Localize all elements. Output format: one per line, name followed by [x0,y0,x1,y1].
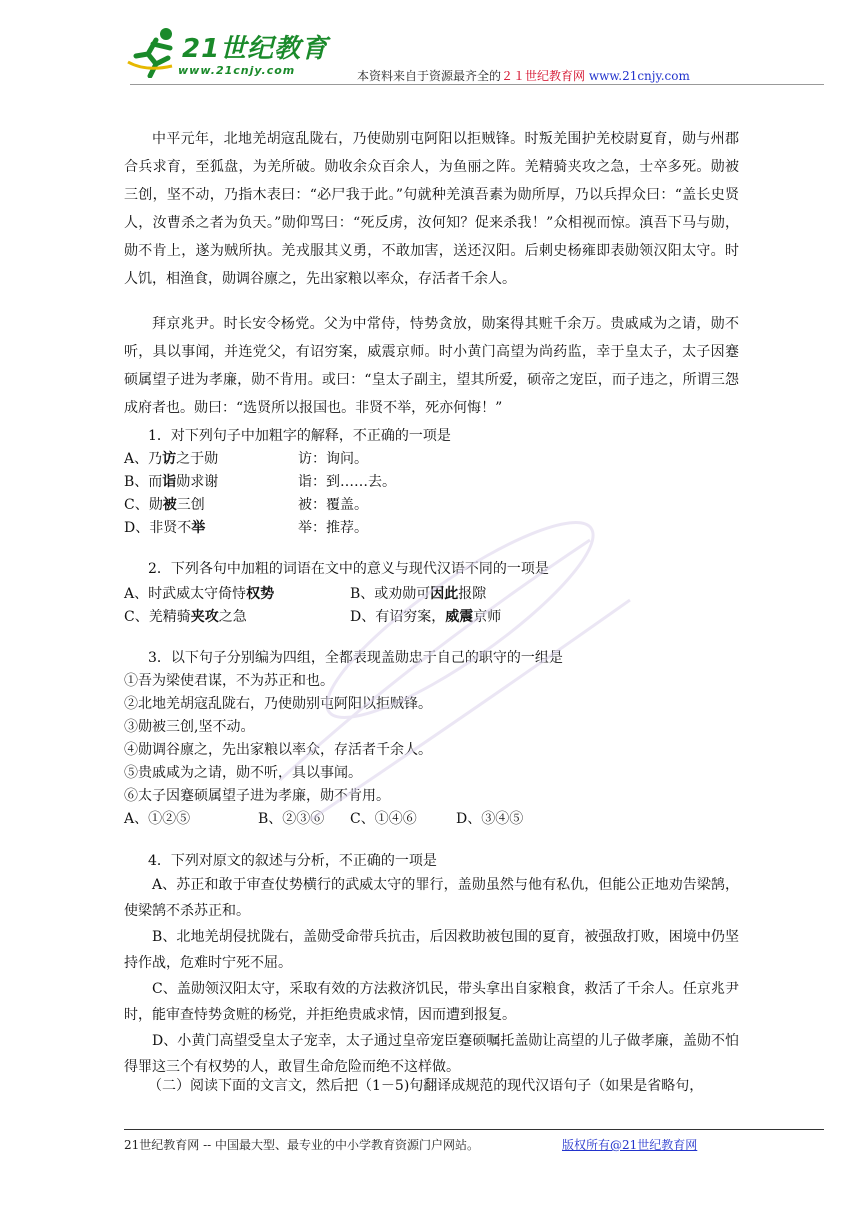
q4-option-b: B、北地羌胡侵扰陇右，盖勋受命带兵抗击，后因救助被包围的夏育，被强敌打败，困境中仍坚持作战，危难时宁死不屈。 [124,929,739,971]
q4-option-a: A、苏正和敢于审查仗势横行的武威太守的罪行，盖勋虽然与他有私仇，但能公正地劝告梁鹄，使梁鹄不杀苏正和。 [124,877,739,919]
q3-item-6: ⑥太子因蹇硕属望子进为孝廉，勋不肯用。 [124,788,390,804]
section2-instruction: （二）阅读下面的文言文，然后把（1－5)句翻译成规范的现代汉语句子（如果是省略句， [148,1078,704,1094]
q1-stem: 1．对下列句子中加粗字的解释，不正确的一项是 [148,428,451,444]
footer-copyright-link[interactable]: 版权所有@21世纪教育网 [562,1138,698,1152]
source-site-link[interactable]: www.21cnjy.com [588,69,690,83]
q2-option-b: B、或劝勋可因此报隙 [350,586,487,602]
q3-item-3: ③勋被三创,坚不动。 [124,719,255,735]
q4-options [124,872,739,1080]
q4-option-c: C、盖勋领汉阳太守，采取有效的方法救济饥民，带头拿出自家粮食，救活了千余人。任京兆尹时，能审查恃势贪赃的杨党，并拒绝贵戚求情，因而遭到报复。 [124,981,739,1023]
source-site-name: ２１世纪教育网 [501,69,586,83]
source-prefix: 本资料来自于资源最齐全的 [357,69,502,83]
q3-option-a: A、①②⑤ [124,811,191,827]
footer-site-description: 21世纪教育网 -- 中国最大型、最专业的中小学教育资源门户网站。 [124,1138,480,1152]
q3-stem: 3．以下句子分别编为四组，全都表现盖勋忠于自己的职守的一组是 [148,650,563,666]
q2-option-a: A、时武威太守倚恃权势 [124,586,275,602]
q4-option-d: D、小黄门高望受皇太子宠幸，太子通过皇帝宠臣蹇硕嘱托盖勋让高望的儿子做孝廉，盖勋不怕得罪这三个有权势的人，敢冒生命危险而绝不这样做。 [124,1033,739,1075]
logo-text: 21世纪教育 [182,34,329,64]
passage-paragraph-1: 中平元年，北地羌胡寇乱陇右，乃使勋别屯阿阳以拒贼锋。时叛羌围护羌校尉夏育，勋与州郡合兵求育，至狐盘，为羌所破。勋收余众百余人，为鱼丽之阵。羌精骑夹攻之急，士卒多死。勋被三创，坚不动，乃指木表曰：“必尸我于此。”句就种羌滇吾素为勋所厚，乃以兵捍众曰：“盖长史贤人，汝曹杀之者为负天。”勋仰骂曰：“死反虏，汝何知？促来杀我！”众相视而惊。滇吾下马与勋，勋不肯上，遂为贼所执。羌戎服其义勇，不敢加害，送还汉阳。后刺史杨雍即表勋领汉阳太守。时人饥，相渔食，勋调谷廪之，先出家粮以率众，存活者千余人。 [124,131,739,287]
footer-divider [124,1129,824,1130]
q3-option-b: B、②③⑥ [258,811,325,827]
q2-option-c: C、羌精骑夹攻之急 [124,609,247,625]
q3-option-c: C、①④⑥ [350,811,417,827]
q3-option-d: D、③④⑤ [456,811,524,827]
q2-option-d: D、有诏穷案，威震京师 [350,609,502,625]
q2-stem: 2．下列各句中加粗的词语在文中的意义与现代汉语不同的一项是 [148,561,549,577]
passage-paragraph-2: 拜京兆尹。时长安令杨党。父为中常侍，恃势贪放，勋案得其赃千余万。贵戚咸为之请，勋不听，具以事闻，并连党父，有诏穷案，威震京师。时小黄门高望为尚药监，幸于皇太子，太子因蹇硕属望子进为孝廉，勋不肯用。或曰：“皇太子副主，望其所爱，硕帝之宠臣，而子违之，所谓三怨成府者也。勋曰：“选贤所以报国也。非贤不举，死亦何悔！” [124,316,739,416]
q4-stem: 4．下列对原文的叙述与分析，不正确的一项是 [148,853,437,869]
q3-item-5: ⑤贵戚咸为之请，勋不听，具以事闻。 [124,765,362,781]
q3-item-1: ①吾为梁使君谋，不为苏正和也。 [124,673,334,689]
q3-item-2: ②北地羌胡寇乱陇右，乃使勋别屯阿阳以拒贼锋。 [124,696,432,712]
q3-item-4: ④勋调谷廪之，先出家粮以率众，存活者千余人。 [124,742,432,758]
logo-url: www.21cnjy.com [178,64,296,77]
document-body: 中平元年，北地羌胡寇乱陇右，乃使勋别屯阿阳以拒贼锋。时叛羌围护羌校尉夏育，勋与州郡合兵求育，至狐盘，为羌所破。勋收余众百余人，为鱼丽之阵。羌精骑夹攻之急，士卒多死。勋被三创，坚不动，乃指木表曰：“必尸我于此。”句就种羌滇吾素为勋所厚，乃以兵捍众曰：“盖长史贤人，汝曹杀之者为负天。”勋仰骂曰：“死反虏，汝何知？促来杀我！”众相视而惊。滇吾下马与勋，勋不肯上，遂为贼所执。羌戎服其义勇，不敢加害，送还汉阳。后刺史杨雍即表勋领汉阳太守。时人饥，相渔食，勋调谷廪之，先出家粮以率众，存活者千余人。 拜京兆尹。时长安令杨党。父为中常侍，恃势贪放，勋案得其赃千余万。贵戚咸为之请，勋不听，具以事闻，并连党父，有诏穷案，威震京师。时小黄门高望为尚药监，幸于皇太子，太子因蹇硕属望子进为孝廉，勋不肯用。或曰：“皇太子副主，望其所爱，硕帝之宠臣，而子违之，所谓三怨成府者也。勋曰：“选贤所以报国也。非贤不举，死亦何悔！” 1．对下列句子中加粗字的解释，不正确的一项是 A、乃访之于勋 访：询问。 B、而诣勋求谢 诣：到……去。 C、勋被三创 被：覆盖。 D、非贤不举 举：推荐。 2．下列各句中加粗的词语在文中的意义与现代汉语不同的一项是 A、时武威太守倚恃权势 B、或劝勋可因此报隙 C、羌精骑夹攻之急 D、有诏穷案，威震京师 3．以下句子分别编为四组，全都表现盖勋忠于自己的职守的一组是 ①吾为梁使君谋，不为苏正和也。 ②北地羌胡寇乱陇右，乃使勋别屯阿阳以拒贼锋。 ③勋被三创,坚不动。 ④勋调谷廪之，先出家粮以率众，存活者千余人。 ⑤贵戚咸为之请，勋不听，具以事闻。 ⑥太子因蹇硕属望子进为孝廉，勋不肯用。 A、①②⑤ B、②③⑥ C、①④⑥ D、③④⑤ 4．下列对原文的叙述与分析，不正确的一项是 A、苏正和敢于审查仗势横行的武威太守的罪行，盖勋虽然与他有私仇，但能公正地劝告梁鹄，使梁鹄不杀苏正和。 B、北地羌胡侵扰陇右，盖勋受命带兵抗击，后因救助被包围的夏育，被强敌打败，困境中仍坚持作战，危难时宁死不屈。 C、盖勋领汉阳太守，采取有效的方法救济饥民，带头拿出自家粮食，救活了千余人。任京兆尹时，能审查恃势贪赃的杨党，并拒绝贵戚求情，因而遭到报复。 D、小黄门高望受皇太子宠幸，太子通过皇帝宠臣蹇硕嘱托盖勋让高望的儿子做孝廉，盖勋不怕得罪这三个有权势的人，敢冒生命危险而绝不这样做。 （二）阅读下面的文言文，然后把（1－5)句翻译成规范的现代汉语句子（如果是省略句， [0,0,860,1216]
